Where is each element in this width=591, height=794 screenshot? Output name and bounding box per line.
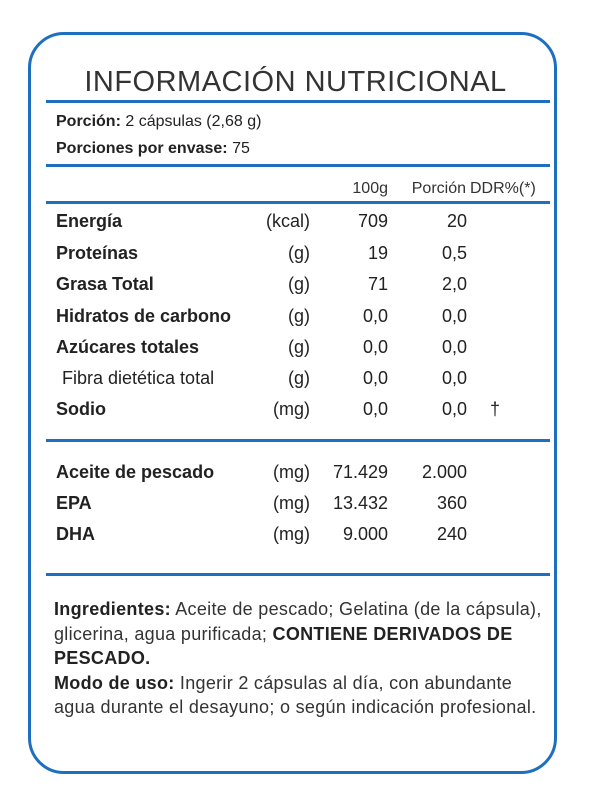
nutrient-portion: 2,0 <box>441 274 467 294</box>
nutrient-unit: (g) <box>288 368 310 388</box>
serving-size <box>56 113 261 131</box>
oil-name: DHA <box>56 524 95 544</box>
oil-portion: 240 <box>436 524 467 544</box>
nutrient-per100: 0,0 <box>362 399 388 419</box>
nutrient-portion: 0,5 <box>441 243 467 263</box>
nutrient-name: Azúcares totales <box>56 337 200 357</box>
nutrient-portion: 0,0 <box>441 399 467 419</box>
oil-name: EPA <box>56 493 92 513</box>
allergen-warning: CONTIENE DERIVADOS DE PESCADO. <box>54 623 513 668</box>
ingredients-label: Ingredientes: <box>54 599 171 619</box>
nutrient-portion: 0,0 <box>441 306 467 326</box>
oil-portion: 2.000 <box>421 462 467 482</box>
nutrient-per100: 709 <box>357 211 388 231</box>
nutrient-unit: (g) <box>288 306 310 326</box>
oil-per100: 9.000 <box>342 524 388 544</box>
column-header-100g: 100g <box>352 180 388 197</box>
usage-instructions: Ingerir 2 cápsulas al día, con abundante agua durante el desayuno; o según indicación profesional. <box>54 672 537 717</box>
nutrient-portion: 20 <box>446 211 467 231</box>
ingredients-list: Aceite de pescado; Gelatina (de la cápsula), glicerina, agua purificada; <box>54 599 542 644</box>
nutrient-unit: (g) <box>288 243 310 263</box>
nutrient-per100: 19 <box>367 243 388 263</box>
divider <box>46 201 550 204</box>
oil-per100: 13.432 <box>332 493 388 513</box>
nutrient-name: Hidratos de carbono <box>56 306 232 326</box>
usage-label: Modo de uso: <box>54 672 175 693</box>
oil-per100: 71.429 <box>332 462 388 482</box>
nutrient-per100: 71 <box>367 274 388 294</box>
divider <box>46 100 550 103</box>
nutrient-ddr: † <box>489 399 500 419</box>
nutrient-portion: 0,0 <box>441 337 467 357</box>
nutrient-name: Fibra dietética total <box>62 368 215 388</box>
divider <box>46 164 550 167</box>
nutrient-unit: (g) <box>288 274 310 294</box>
nutrient-per100: 0,0 <box>362 368 388 388</box>
nutrient-unit: (mg) <box>273 399 310 419</box>
nutrient-per100: 0,0 <box>362 306 388 326</box>
oil-unit: (mg) <box>273 462 310 482</box>
nutrient-unit: (g) <box>288 337 310 357</box>
servings-per-container-value: 75 <box>232 140 250 157</box>
nutrient-per100: 0,0 <box>362 337 388 357</box>
servings-per-container <box>56 140 250 158</box>
nutrient-name: Grasa Total <box>56 274 154 294</box>
column-header-portion: Porción <box>411 180 466 197</box>
nutrient-unit: (kcal) <box>266 211 310 231</box>
divider <box>46 439 550 442</box>
oil-name: Aceite de pescado <box>56 462 215 482</box>
nutrient-name: Sodio <box>56 399 106 419</box>
serving-size-label: Porción: <box>56 113 121 130</box>
nutrient-name: Proteínas <box>56 243 139 263</box>
divider <box>46 573 550 576</box>
ingredients-text <box>54 597 544 720</box>
oil-unit: (mg) <box>273 493 310 513</box>
serving-size-value: 2 cápsulas (2,68 g) <box>125 113 262 130</box>
servings-per-container-label: Porciones por envase: <box>56 140 228 157</box>
oil-unit: (mg) <box>273 524 310 544</box>
oil-portion: 360 <box>436 493 467 513</box>
nutrient-portion: 0,0 <box>441 368 467 388</box>
nutrient-name: Energía <box>56 211 123 231</box>
label-title: INFORMACIÓN NUTRICIONAL <box>84 66 507 98</box>
column-header-ddr: DDR%(*) <box>470 180 536 197</box>
